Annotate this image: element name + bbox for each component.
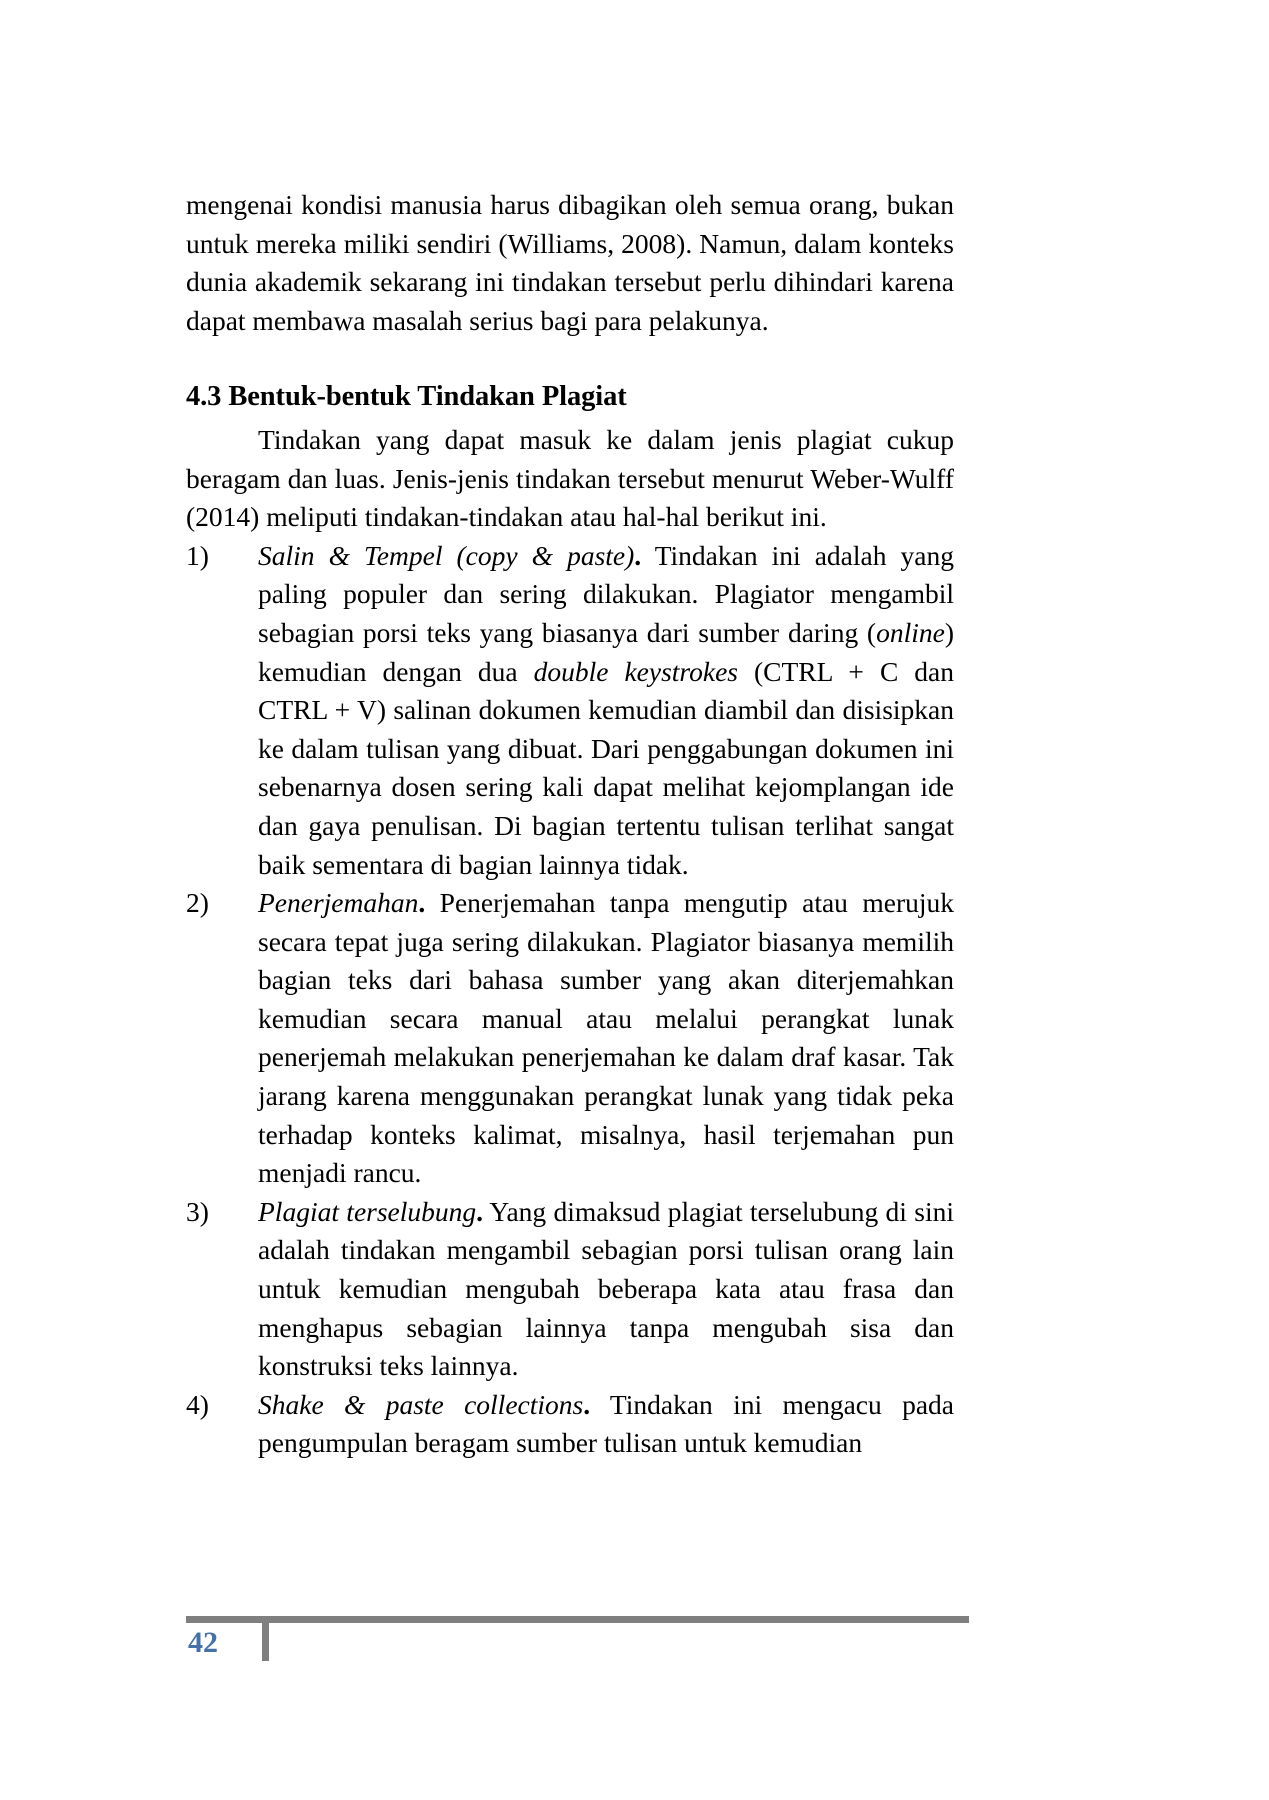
list-item-text-3: (CTRL + C dan CTRL + V) salinan dokumen kemudian diambil dan disisipkan ke dalam tulisan yang dibuat. Dari penggabungan dokumen ini sebenarnya dosen sering kali dapat melihat kejomplangan ide dan gaya penulisan. Di bagian tertentu tulisan terlihat sangat baik sementara di bagian lainnya tidak. — [258, 655, 955, 880]
list-item — [186, 1193, 954, 1386]
page-footer — [0, 1616, 1269, 1726]
plagiarism-forms-list — [186, 537, 954, 1463]
list-item-inline-italic-1: online — [876, 616, 945, 648]
list-item — [186, 1386, 954, 1463]
list-marker: 3) — [186, 1195, 209, 1227]
page-number: 42 — [188, 1626, 218, 1659]
list-item-text-1: Yang dimaksud plagiat terselubung di sini adalah tindakan mengambil sebagian porsi tulisan orang lain untuk kemudian mengubah beberapa kata atau frasa dan menghapus sebagian lainnya tanpa mengubah sisa dan konstruksi teks lainnya. — [258, 1195, 954, 1382]
spacer-before-heading — [186, 340, 954, 378]
list-item-term: Plagiat terselubung — [258, 1195, 477, 1227]
list-item-inline-italic-2: double keystrokes — [533, 655, 738, 687]
list-item-text-1: Tindakan ini adalah yang paling populer dan sering dilakukan. Plagiator mengambil sebagian porsi teks yang biasanya dari sumber daring ( — [258, 539, 954, 648]
list-marker: 4) — [186, 1388, 209, 1420]
list-item-term: Salin & Tempel (copy & paste) — [258, 539, 635, 571]
list-item-term-punct: . — [583, 1388, 591, 1420]
list-item-text-1: Tindakan ini mengacu pada pengumpulan beragam sumber tulisan untuk kemudian — [258, 1388, 954, 1459]
section-heading: 4.3 Bentuk-bentuk Tindakan Plagiat — [186, 381, 627, 413]
list-item — [186, 537, 954, 884]
list-item-text-1: Penerjemahan tanpa mengutip atau merujuk secara tepat juga sering dilakukan. Plagiator biasanya memilih bagian teks dari bahasa sumber yang akan diterjemahkan kemudian secara manual atau melalui perangkat lunak penerjemah melakukan penerjemahan ke dalam draf kasar. Tak jarang karena menggunakan perangkat lunak yang tidak peka terhadap konteks kalimat, misalnya, hasil terjemahan pun menjadi rancu. — [258, 887, 954, 1189]
footer-vertical-tick — [262, 1621, 269, 1661]
opening-paragraph: mengenai kondisi manusia harus dibagikan oleh semua orang, bukan untuk mereka miliki sendiri (Williams, 2008). Namun, dalam konteks dunia akademik sekarang ini tindakan tersebut perlu dihindari karena dapat membawa masalah serius bagi para pelakunya. — [186, 189, 954, 336]
list-item-term: Penerjemahan — [258, 887, 419, 919]
list-marker: 1) — [186, 539, 209, 571]
list-item-term-punct: . — [476, 1195, 484, 1227]
list-item-term: Shake & paste collections — [258, 1388, 584, 1420]
list-item-term-punct: . — [634, 539, 642, 571]
intro-paragraph: Tindakan yang dapat masuk ke dalam jenis plagiat cukup beragam dan luas. Jenis-jenis tindakan tersebut menurut Weber-Wulff (2014) meliputi tindakan-tindakan atau hal-hal berikut ini. — [186, 423, 954, 533]
list-item-term-punct: . — [418, 887, 426, 919]
footer-horizontal-rule — [186, 1616, 969, 1623]
page-content — [186, 186, 954, 1463]
list-item — [186, 884, 954, 1193]
list-item-text-2: ) kemudian dengan dua — [258, 616, 954, 687]
list-marker: 2) — [186, 887, 209, 919]
